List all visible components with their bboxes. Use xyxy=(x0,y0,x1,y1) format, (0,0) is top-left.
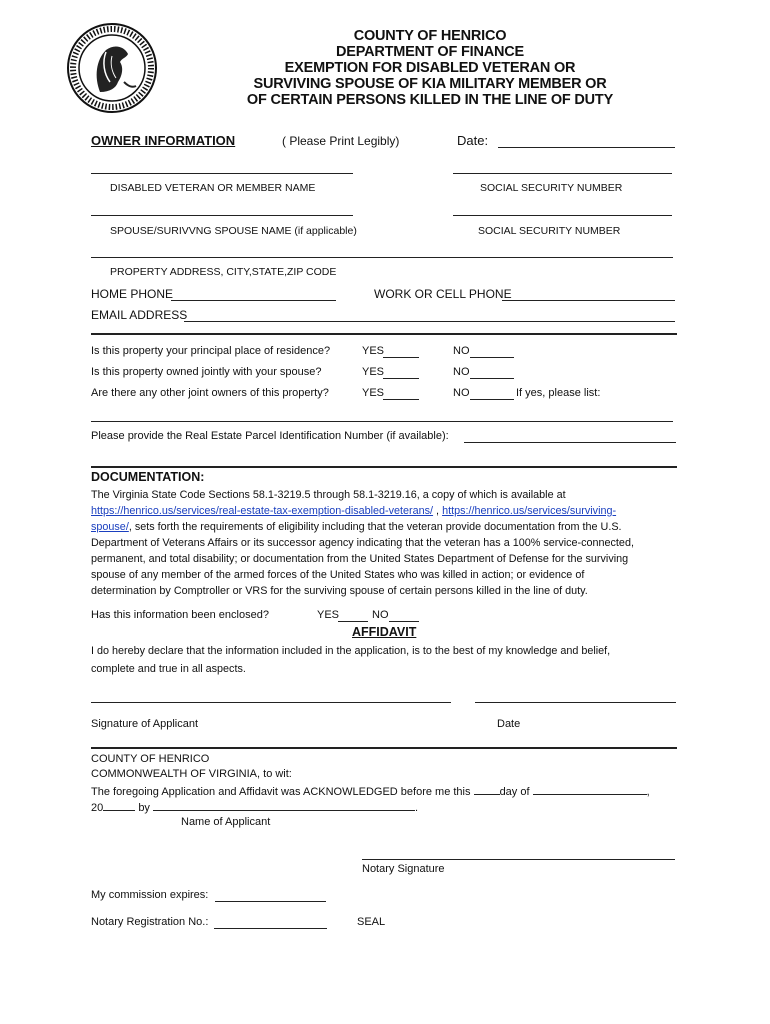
affidavit-line-2: complete and true in all aspects. xyxy=(91,663,246,675)
notary-county: COUNTY OF HENRICO xyxy=(91,753,210,765)
applicant-date-field[interactable] xyxy=(475,702,676,703)
notary-acknowledgement: The foregoing Application and Affidavit was ACKNOWLEDGED before me this day of , xyxy=(91,786,650,798)
ack-day-of: day of xyxy=(499,786,530,798)
surviving-spouse-link-part2[interactable]: spouse/ xyxy=(91,521,129,533)
home-phone-label: HOME PHONE xyxy=(91,287,174,301)
date-field[interactable] xyxy=(498,147,675,148)
email-field[interactable] xyxy=(184,321,675,322)
parcel-id-label: Please provide the Real Estate Parcel Identification Number (if available): xyxy=(91,430,449,442)
ssn-field-2[interactable] xyxy=(453,215,672,216)
doc-line-3-text: , sets forth the requirements of eligibility including that the veteran provide documentation from the U.S. xyxy=(128,521,622,533)
enclosed-no-label: NO xyxy=(372,609,389,621)
notary-signature-field[interactable] xyxy=(362,859,675,860)
residence-yes-field[interactable] xyxy=(383,357,419,358)
doc-line-1: The Virginia State Code Sections 58.1-3219.5 through 58.1-3219.16, a copy of which is available at xyxy=(91,489,566,501)
residence-yes-label: YES xyxy=(362,345,385,357)
print-legibly-note: ( Please Print Legibly) xyxy=(282,134,400,148)
property-address-label: PROPERTY ADDRESS, CITY,STATE,ZIP CODE xyxy=(110,266,337,278)
ssn-field-1[interactable] xyxy=(453,173,672,174)
home-phone-field[interactable] xyxy=(171,300,336,301)
other-owners-no-field[interactable] xyxy=(470,399,514,400)
enclosed-yes-label: YES xyxy=(317,609,340,621)
documentation-heading: DOCUMENTATION: xyxy=(91,470,205,484)
doc-line-4: Department of Veterans Affairs or its successor agency indicating that the veteran has a 100% service-connected, xyxy=(91,537,634,549)
section-divider-3 xyxy=(91,747,677,749)
ack-text: The foregoing Application and Affidavit was ACKNOWLEDGED before me this xyxy=(91,786,471,798)
other-owners-yes-field[interactable] xyxy=(383,399,419,400)
header-title-2: SURVIVING SPOUSE OF KIA MILITARY MEMBER OR xyxy=(253,76,607,92)
enclosed-no-field[interactable] xyxy=(389,621,419,622)
seal-label: SEAL xyxy=(357,916,386,928)
joint-owners-list-field[interactable] xyxy=(91,421,673,422)
veteran-name-field[interactable] xyxy=(91,173,353,174)
commission-expires-label: My commission expires: xyxy=(91,889,209,901)
if-yes-list-label: If yes, please list: xyxy=(516,387,601,399)
property-address-field[interactable] xyxy=(91,257,673,258)
question-residence: Is this property your principal place of residence? xyxy=(91,345,331,357)
owner-information-heading: OWNER INFORMATION xyxy=(91,133,236,148)
notary-registration-field[interactable] xyxy=(214,928,327,929)
applicant-signature-field[interactable] xyxy=(91,702,451,703)
applicant-name-field[interactable] xyxy=(153,800,415,811)
ack-day-field[interactable] xyxy=(474,784,500,795)
header-county: COUNTY OF HENRICO xyxy=(353,28,507,44)
enclosed-yes-field[interactable] xyxy=(338,621,368,622)
notary-registration-label: Notary Registration No.: xyxy=(91,916,209,928)
year-prefix: 20 xyxy=(91,802,104,814)
affidavit-heading: AFFIDAVIT xyxy=(352,625,417,639)
header-department: DEPARTMENT OF FINANCE xyxy=(335,44,525,60)
name-of-applicant-label: Name of Applicant xyxy=(181,816,271,828)
veteran-name-label: DISABLED VETERAN OR MEMBER NAME xyxy=(110,182,316,194)
parcel-id-field[interactable] xyxy=(464,442,676,443)
joint-spouse-no-label: NO xyxy=(453,366,470,378)
other-owners-yes-label: YES xyxy=(362,387,385,399)
doc-line-7: determination by Comptroller or VRS for the surviving spouse of certain persons killed in the line of duty. xyxy=(91,585,588,597)
ack-month-field[interactable] xyxy=(533,784,647,795)
spouse-name-field[interactable] xyxy=(91,215,353,216)
affidavit-line-1: I do hereby declare that the information included in the application, is to the best of my knowledge and belief, xyxy=(91,645,611,657)
county-seal xyxy=(66,22,158,114)
doc-line-2 xyxy=(91,503,691,519)
work-phone-label: WORK OR CELL PHONE xyxy=(374,287,512,301)
section-divider-2 xyxy=(91,466,677,468)
link-separator: , xyxy=(433,505,443,517)
veterans-exemption-link[interactable]: https://henrico.us/services/real-estate-tax-exemption-disabled-veterans/ xyxy=(91,505,434,517)
ssn-label-2: SOCIAL SECURITY NUMBER xyxy=(478,225,621,237)
question-joint-spouse: Is this property owned jointly with your spouse? xyxy=(91,366,322,378)
signature-label: Signature of Applicant xyxy=(91,718,199,730)
affidavit-date-label: Date xyxy=(497,718,521,730)
by-label: by xyxy=(138,802,150,814)
date-label: Date: xyxy=(457,133,489,148)
notary-year-by: 20 by . xyxy=(91,802,419,814)
header-title-1: EXEMPTION FOR DISABLED VETERAN OR xyxy=(284,60,576,76)
enclosed-question: Has this information been enclosed? xyxy=(91,609,269,621)
header-title-3: OF CERTAIN PERSONS KILLED IN THE LINE OF DUTY xyxy=(246,92,614,108)
documentation-paragraph xyxy=(91,487,691,599)
joint-spouse-yes-field[interactable] xyxy=(383,378,419,379)
email-label: EMAIL ADDRESS xyxy=(91,308,188,322)
notary-commonwealth: COMMONWEALTH OF VIRGINIA, to wit: xyxy=(91,768,292,780)
joint-spouse-no-field[interactable] xyxy=(470,378,514,379)
doc-line-5: permanent, and total disability; or documentation from the United States Department of Defense for the surviving xyxy=(91,553,629,565)
work-phone-field[interactable] xyxy=(502,300,675,301)
joint-spouse-yes-label: YES xyxy=(362,366,385,378)
other-owners-no-label: NO xyxy=(453,387,470,399)
commission-expires-field[interactable] xyxy=(215,901,326,902)
question-other-owners: Are there any other joint owners of this property? xyxy=(91,387,329,399)
notary-signature-label: Notary Signature xyxy=(362,863,445,875)
doc-line-3 xyxy=(91,519,691,535)
spouse-name-label: SPOUSE/SURIVVNG SPOUSE NAME (if applicable) xyxy=(110,225,357,237)
ack-year-field[interactable] xyxy=(103,800,135,811)
section-divider-1 xyxy=(91,333,677,335)
residence-no-label: NO xyxy=(453,345,470,357)
affidavit-text xyxy=(91,642,691,678)
ssn-label-1: SOCIAL SECURITY NUMBER xyxy=(480,182,623,194)
doc-line-6: spouse of any member of the armed forces of the United States who was killed in action; or evidence of xyxy=(91,569,585,581)
surviving-spouse-link-part1[interactable]: https://henrico.us/services/surviving- xyxy=(442,505,617,517)
residence-no-field[interactable] xyxy=(470,357,514,358)
